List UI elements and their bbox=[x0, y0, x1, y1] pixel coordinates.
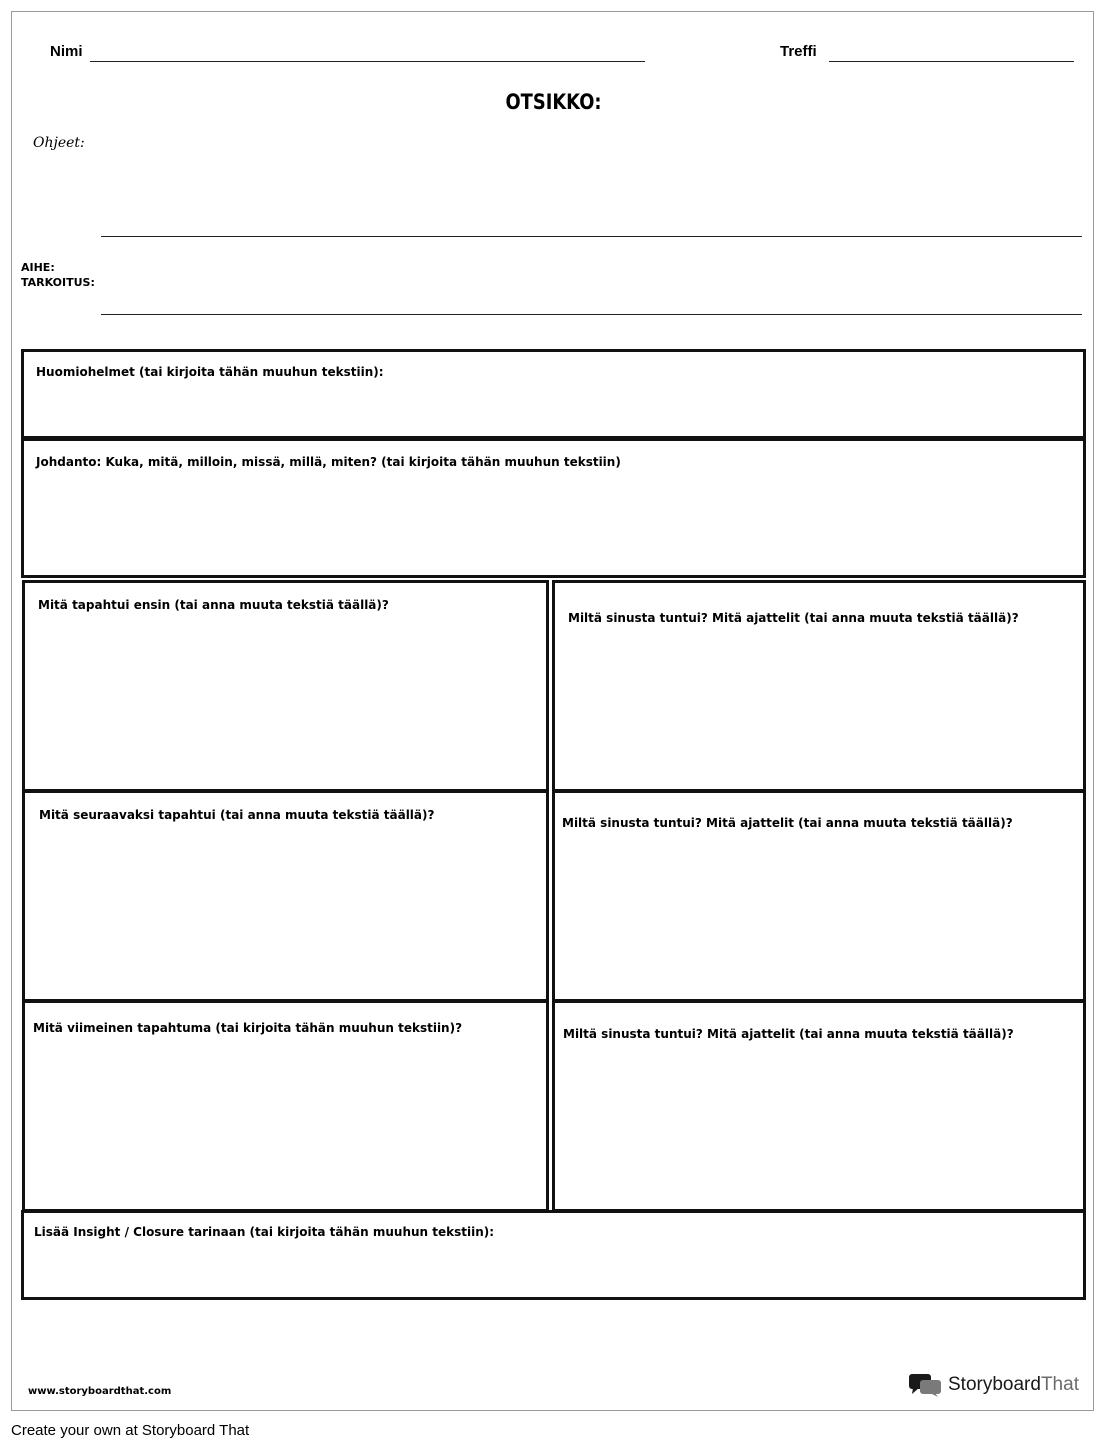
feeling-label-2: Miltä sinusta tuntui? Mitä ajattelit (tai anna muuta tekstiä täällä)? bbox=[562, 816, 1013, 830]
topic-purpose-line[interactable] bbox=[101, 314, 1082, 315]
date-field-line[interactable] bbox=[829, 61, 1074, 62]
purpose-label: TARKOITUS: bbox=[21, 276, 95, 289]
brand-wordmark bbox=[948, 1374, 1079, 1396]
feeling-box-2[interactable] bbox=[552, 790, 1086, 1002]
name-field-line[interactable] bbox=[90, 61, 645, 62]
brand-main: Storyboard bbox=[948, 1374, 1041, 1395]
feeling-box-1[interactable] bbox=[552, 580, 1086, 792]
feeling-box-3[interactable] bbox=[552, 1000, 1086, 1212]
first-event-box[interactable] bbox=[22, 580, 549, 792]
last-event-label: Mitä viimeinen tapahtuma (tai kirjoita tähän muuhun tekstiin)? bbox=[33, 1021, 463, 1035]
footer-url[interactable]: www.storyboardthat.com bbox=[28, 1386, 172, 1397]
speech-bubbles-icon bbox=[908, 1372, 942, 1398]
introduction-label: Johdanto: Kuka, mitä, milloin, missä, millä, miten? (tai kirjoita tähän muuhun tekstiin) bbox=[36, 455, 621, 469]
footer-caption[interactable]: Create your own at Storyboard That bbox=[11, 1422, 250, 1439]
page-title: OTSIKKO: bbox=[505, 90, 602, 114]
introduction-box[interactable] bbox=[21, 438, 1086, 578]
next-event-box[interactable] bbox=[22, 790, 549, 1002]
attention-grabber-box[interactable] bbox=[21, 349, 1086, 439]
date-label: Treffi bbox=[780, 43, 817, 60]
instructions-line[interactable] bbox=[101, 236, 1082, 237]
next-event-label: Mitä seuraavaksi tapahtui (tai anna muuta tekstiä täällä)? bbox=[39, 808, 435, 822]
closure-label: Lisää Insight / Closure tarinaan (tai kirjoita tähän muuhun tekstiin): bbox=[34, 1225, 495, 1239]
feeling-label-3: Miltä sinusta tuntui? Mitä ajattelit (tai anna muuta tekstiä täällä)? bbox=[563, 1027, 1014, 1041]
feeling-label-1: Miltä sinusta tuntui? Mitä ajattelit (tai anna muuta tekstiä täällä)? bbox=[568, 611, 1019, 625]
instructions-label: Ohjeet: bbox=[33, 135, 85, 151]
last-event-box[interactable] bbox=[22, 1000, 549, 1212]
topic-label: AIHE: bbox=[21, 261, 55, 274]
closure-box[interactable] bbox=[21, 1210, 1086, 1300]
brand-accent: That bbox=[1040, 1374, 1079, 1395]
attention-grabber-label: Huomiohelmet (tai kirjoita tähän muuhun tekstiin): bbox=[36, 365, 384, 379]
first-event-label: Mitä tapahtui ensin (tai anna muuta tekstiä täällä)? bbox=[38, 598, 389, 612]
name-label: Nimi bbox=[50, 43, 83, 60]
storyboardthat-logo[interactable] bbox=[908, 1372, 1079, 1398]
